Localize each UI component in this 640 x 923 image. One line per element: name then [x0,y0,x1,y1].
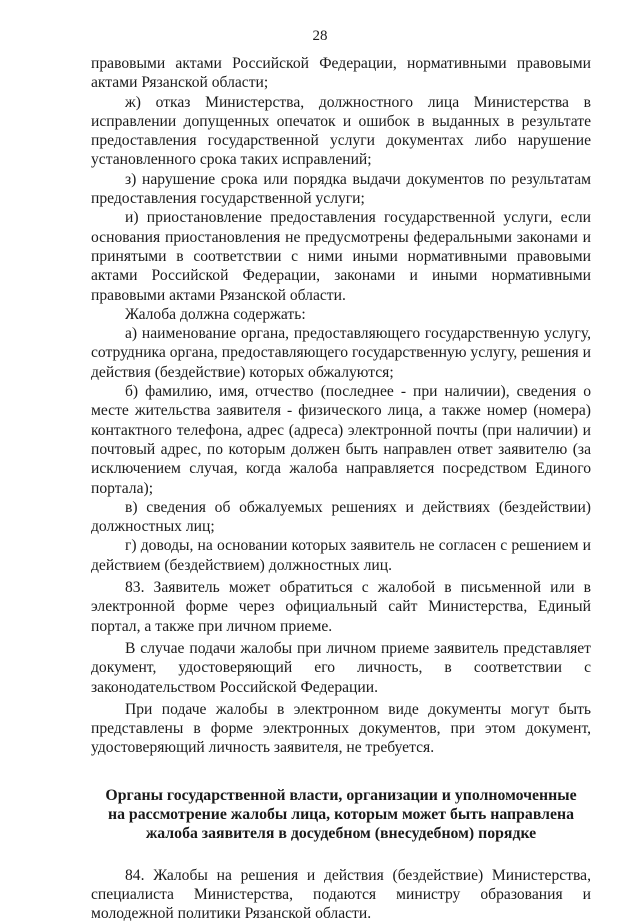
paragraph-electronic-submission: При подаче жалобы в электронном виде документы могут быть представлены в форме электронных документов, при этом документ, удостоверяющий личность заявителя, не требуется. [91,700,591,757]
paragraph-item-a: а) наименование органа, предоставляющего государственную услугу, сотрудника органа, предоставляющего государственную услугу, решения и действия (бездействие) которых обжалуются; [91,325,591,381]
paragraph-item-v: в) сведения об обжалуемых решениях и действиях (бездействии) должностных лиц; [91,498,591,536]
section-heading: Органы государственной власти, организации и уполномоченные на рассмотрение жалобы лица, которым может быть направлена жалоба заявителя в досудебном (внесудебном) порядке [105,786,577,843]
paragraph-item-zh: ж) отказ Министерства, должностного лица Министерства в исправлении допущенных опечаток и ошибок в выданных в результате предоставления государственной услуги документах либо нарушение установленного срока таких исправлений; [91,93,591,169]
paragraph-complaint-contents: Жалоба должна содержать: [125,305,306,323]
paragraph-item-b: б) фамилию, имя, отчество (последнее - при наличии), сведения о месте жительства заявителя - физического лица, а также номер (номера) контактного телефона, адрес (адреса) электронной почты (при наличии) и почтовый адрес, по которым должен быть направлен ответ заявителю (за исключением случая, когда жалоба направляется посредством Единого портала); [91,383,591,497]
paragraph-item-i: и) приостановление предоставления государственной услуги, если основания приостановления не предусмотрены федеральными законами и принятыми в соответствии с ними иными нормативными правовыми актами Российской Федерации, законами и иными нормативными правовыми актами Рязанской области. [91,209,591,304]
paragraph-item-z: з) нарушение срока или порядка выдачи документов по результатам предоставления государственной услуги; [91,170,591,208]
paragraph-83: 83. Заявитель может обратиться с жалобой в письменной или в электронной форме через официальный сайт Министерства, Единый портал, а также при личном приеме. [91,579,591,635]
page-number: 28 [312,28,328,44]
paragraph-personal-reception: В случае подачи жалобы при личном приеме заявитель представляет документ, удостоверяющий его личность, в соответствии с законодательством Российской Федерации. [91,639,591,696]
paragraph-continuation: правовыми актами Российской Федерации, нормативными правовыми актами Рязанской области; [91,55,591,92]
document-body [91,54,591,923]
paragraph-84: 84. Жалобы на решения и действия (бездействие) Министерства, специалиста Министерства, подаются министру образования и молодежной политики Рязанской области. [91,866,591,923]
paragraph-item-g: г) доводы, на основании которых заявитель не согласен с решением и действием (бездействием) должностных лиц. [91,537,591,574]
